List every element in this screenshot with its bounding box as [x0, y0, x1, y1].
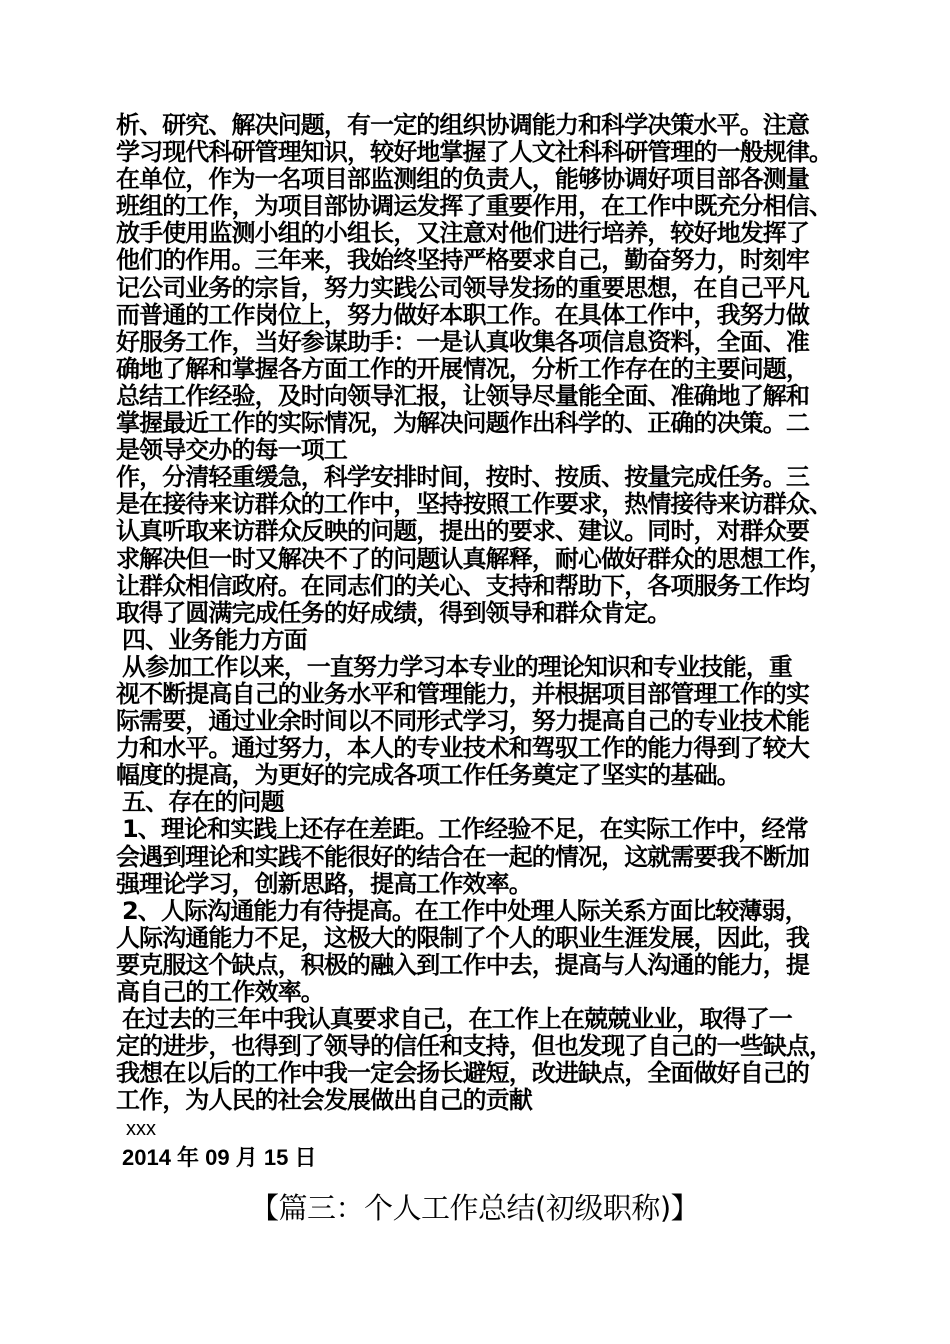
paragraph-line: 高自己的工作效率。 [116, 978, 324, 1006]
section-heading-business-ability: 四、业务能力方面 [122, 625, 307, 654]
paragraph-line: 作，分清轻重缓急，科学安排时间，按时、按质、按量完成任务。三 [116, 463, 809, 492]
paragraph-line: 人际沟通能力不足，这极大的限制了个人的职业生涯发展，因此，我 [116, 923, 809, 952]
paragraph-line: 班组的工作，为项目部协调运发挥了重要作用，在工作中既充分相信、 [116, 192, 833, 221]
paragraph-line: 在过去的三年中我认真要求自己，在工作上在兢兢业业，取得了一 [122, 1005, 792, 1034]
paragraph-line: 求解决但一时又解决不了的问题认真解释，耐心做好群众的思想工作， [116, 544, 833, 573]
paragraph-line: 幅度的提高，为更好的完成各项工作任务奠定了坚实的基础。 [116, 761, 740, 790]
paragraph-line: 总结工作经验，及时向领导汇报，让领导尽量能全面、准确地了解和 [116, 381, 809, 410]
paragraph-line: 是领导交办的每一项工 [116, 436, 347, 465]
paragraph-line: 2、人际沟通能力有待提高。在工作中处理人际关系方面比较薄弱， [122, 896, 808, 925]
paragraph-line: 是在接待来访群众的工作中，坚持按照工作要求，热情接待来访群众、 [116, 490, 833, 519]
paragraph-line: 我想在以后的工作中我一定会扬长避短，改进缺点，全面做好自己的 [116, 1059, 809, 1088]
section-heading-existing-problems: 五、存在的问题 [122, 788, 284, 817]
signature: xxx [126, 1118, 156, 1141]
paragraph-line: 定的进步，也得到了领导的信任和支持，但也发现了自己的一些缺点， [116, 1032, 833, 1061]
paragraph-line: 掌握最近工作的实际情况，为解决问题作出科学的、正确的决策。二 [116, 409, 809, 438]
paragraph-line: 放手使用监测小组的小组长，又注意对他们进行培养，较好地发挥了 [116, 219, 809, 248]
paragraph-line: 记公司业务的宗旨，努力实践公司领导发扬的重要思想，在自己平凡 [116, 273, 809, 302]
paragraph-line: 强理论学习，创新思路，提高工作效率。 [116, 869, 532, 898]
document-body [116, 112, 851, 1171]
paragraph-line: 要克服这个缺点，积极的融入到工作中去，提高与人沟通的能力，提 [116, 950, 809, 979]
paragraph-line: 工作，为人民的社会发展做出自己的贡献 [116, 1086, 532, 1115]
paragraph-line: 1、理论和实践上还存在差距。工作经验不足，在实际工作中，经常 [122, 815, 808, 844]
paragraph-line: 析、研究、解决问题，有一定的组织协调能力和科学决策水平。注意 [116, 111, 809, 139]
paragraph-line: 在单位，作为一名项目部监测组的负责人，能够协调好项目部各测量 [116, 165, 809, 194]
next-section-heading: 【篇三：个人工作总结(初级职称)】 [250, 1191, 700, 1225]
paragraph-line: 视不断提高自己的业务水平和管理能力，并根据项目部管理工作的实 [116, 679, 809, 708]
paragraph-line: 好服务工作，当好参谋助手：一是认真收集各项信息资料，全面、准 [116, 327, 809, 356]
paragraph-line: 认真听取来访群众反映的问题，提出的要求、建议。同时，对群众要 [116, 517, 809, 546]
paragraph-line: 际需要，通过业余时间以不同形式学习，努力提高自己的专业技术能 [116, 707, 809, 736]
paragraph-line: 确地了解和掌握各方面工作的开展情况，分析工作存在的主要问题， [116, 354, 809, 383]
paragraph-line: 取得了圆满完成任务的好成绩，得到领导和群众肯定。 [116, 598, 671, 627]
paragraph-line: 学习现代科研管理知识，较好地掌握了人文社科科研管理的一般规律。 [116, 138, 833, 167]
paragraph-line: 从参加工作以来，一直努力学习本专业的理论知识和专业技能，重 [122, 652, 792, 681]
date: 2014 年 09 月 15 日 [122, 1144, 317, 1170]
paragraph-line: 他们的作用。三年来，我始终坚持严格要求自己，勤奋努力，时刻牢 [116, 246, 809, 275]
paragraph-line: 力和水平。通过努力，本人的专业技术和驾驭工作的能力得到了较大 [116, 734, 809, 763]
paragraph-line: 会遇到理论和实践不能很好的结合在一起的情况，这就需要我不断加 [116, 842, 809, 871]
paragraph-line: 让群众相信政府。在同志们的关心、支持和帮助下，各项服务工作均 [116, 571, 809, 600]
paragraph-line: 而普通的工作岗位上，努力做好本职工作。在具体工作中，我努力做 [116, 300, 809, 329]
